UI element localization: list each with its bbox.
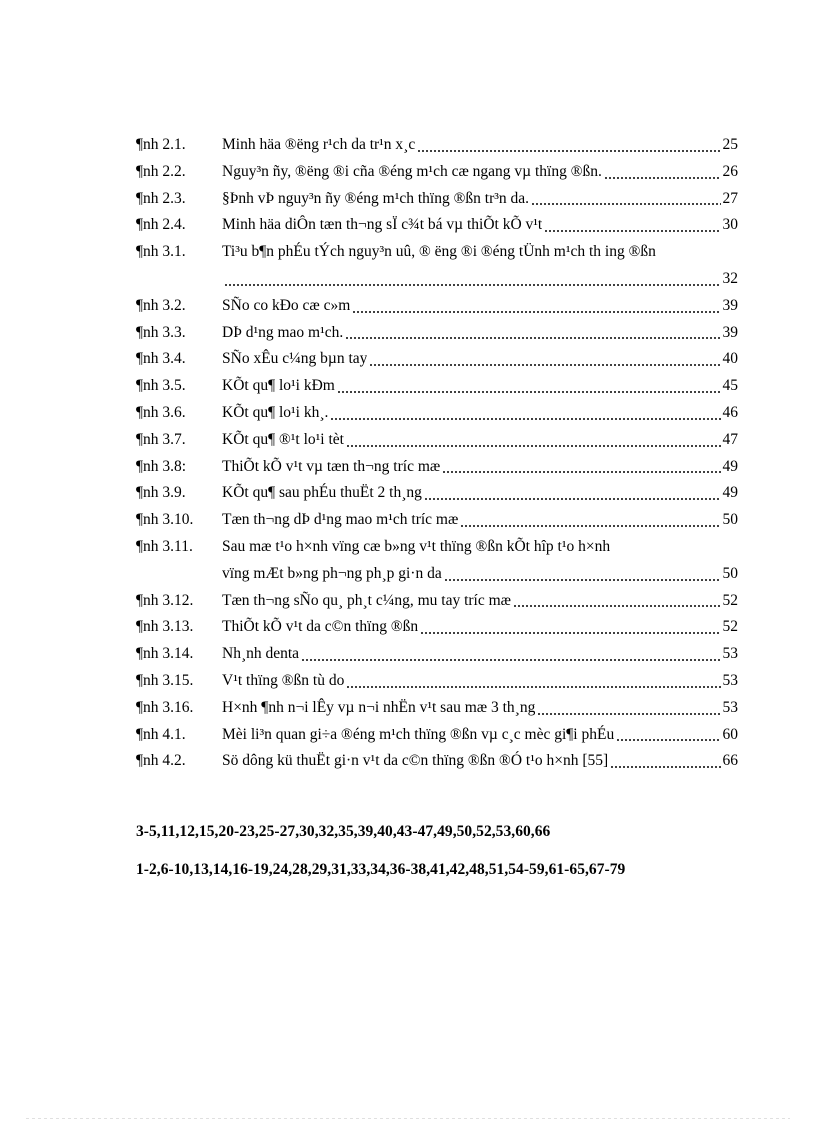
figure-entry-line	[222, 722, 738, 749]
figure-caption: Ti³u b¶n phÉu tÝch nguy³n uû, ® ëng ®i ®éng tÜnh m¹ch th ing ®ßn	[222, 243, 656, 261]
figure-list-entry	[136, 239, 738, 293]
figure-entry-body	[222, 614, 738, 641]
figure-list-entry	[136, 614, 738, 641]
figure-list-entry	[136, 588, 738, 615]
figure-list-entry	[136, 212, 738, 239]
figure-entry-body	[222, 748, 738, 775]
figure-entry-line	[222, 132, 738, 159]
figure-label: ¶nh 3.1.	[136, 243, 186, 261]
page-number: 50	[722, 564, 738, 582]
figure-entry-body	[222, 427, 738, 454]
figure-label: ¶nh 3.11.	[136, 537, 193, 555]
page-number: 60	[722, 725, 738, 743]
figure-caption: §Þnh vÞ nguy³n ñy ®éng m¹ch thïng ®ßn tr³n da.	[222, 189, 530, 207]
figure-list-entry	[136, 454, 738, 481]
figure-entry-line	[222, 266, 738, 293]
page-number: 52	[722, 591, 738, 609]
figure-label: ¶nh 3.8:	[136, 457, 187, 475]
figure-entry-line	[222, 320, 738, 347]
figure-entry-line	[222, 695, 738, 722]
page-number: 53	[722, 698, 738, 716]
figure-entry-body	[222, 186, 738, 213]
page-number: 40	[722, 350, 738, 368]
figure-label: ¶nh 3.14.	[136, 645, 194, 663]
figure-entry-line	[222, 641, 738, 668]
dot-leader	[537, 713, 720, 715]
figure-entry-line	[222, 534, 738, 561]
figure-label: ¶nh 3.6.	[136, 403, 186, 421]
figure-caption: Sö dông kü thuËt gi·n v¹t da c©n thïng ®ßn ®Ó t¹o h×nh [55]	[222, 752, 609, 770]
figure-entry-line	[222, 588, 738, 615]
figure-list-entry	[136, 641, 738, 668]
figure-list-entry	[136, 427, 738, 454]
page-number: 53	[722, 645, 738, 663]
dot-leader	[616, 739, 720, 741]
figure-entry-line	[222, 212, 738, 239]
page-number: 39	[722, 296, 738, 314]
figure-list-entry	[136, 748, 738, 775]
figure-entry-line	[222, 454, 738, 481]
page-number: 49	[722, 484, 738, 502]
dot-leader	[345, 337, 720, 339]
figure-label: ¶nh 3.7.	[136, 430, 186, 448]
page-bottom-divider	[26, 1118, 790, 1119]
figure-entry-body	[222, 641, 738, 668]
figure-list-entry	[136, 722, 738, 749]
figure-list-entry	[136, 695, 738, 722]
dot-leader	[460, 525, 720, 527]
dot-leader	[337, 391, 721, 393]
figure-label: ¶nh 3.3.	[136, 323, 186, 341]
figure-entry-body	[222, 400, 738, 427]
figure-entry-line	[222, 561, 738, 588]
figure-entry-line	[222, 507, 738, 534]
figure-label: ¶nh 3.10.	[136, 511, 194, 529]
dot-leader	[330, 418, 720, 420]
figure-label: ¶nh 4.1.	[136, 725, 186, 743]
figure-caption: ThiÕt kÕ v¹t vµ tæn th¬ng tríc mæ	[222, 457, 441, 475]
page-list-plain: 1-2,6-10,13,14,16-19,24,28,29,31,33,34,36-38,41,42,48,51,54-59,61-65,67-79	[136, 861, 626, 878]
dot-leader	[442, 471, 720, 473]
page-number: 25	[722, 136, 738, 153]
figure-label: ¶nh 3.9.	[136, 484, 186, 502]
page-number: 45	[722, 377, 738, 395]
figure-label: ¶nh 2.3.	[136, 189, 186, 207]
page-number: 53	[722, 671, 738, 689]
figure-label: ¶nh 3.5.	[136, 377, 186, 395]
figure-entry-body	[222, 507, 738, 534]
dot-leader	[420, 632, 720, 634]
figure-entry-line	[222, 239, 738, 266]
figure-caption: Tæn th¬ng sÑo qu¸ ph¸t c¼ng, mu tay tríc mæ	[222, 591, 512, 609]
figure-label: ¶nh 2.4.	[136, 216, 186, 234]
figure-caption: Mèi li³n quan gi÷a ®éng m¹ch thïng ®ßn vµ c¸c mèc gi¶i phÉu	[222, 725, 615, 743]
page-number-lists	[136, 822, 746, 898]
dot-leader	[610, 766, 720, 768]
dot-leader	[531, 203, 720, 205]
page-number: 30	[722, 216, 738, 234]
dot-leader	[424, 498, 721, 500]
dot-leader	[346, 445, 721, 447]
figure-caption: KÕt qu¶ ®¹t lo¹i tèt	[222, 430, 344, 448]
figure-label: ¶nh 3.12.	[136, 591, 194, 609]
figure-caption: Minh häa diÔn tæn th¬ng sÏ c¾t bá vµ thiÕt kÕ v¹t	[222, 216, 543, 234]
figure-list-entry	[136, 346, 738, 373]
page-number: 46	[722, 403, 738, 421]
page-number: 32	[722, 269, 738, 287]
figure-entry-body	[222, 588, 738, 615]
figure-entry-body	[222, 293, 738, 320]
figure-entry-body	[222, 239, 738, 293]
figure-list-entry	[136, 186, 738, 213]
figure-entry-line	[222, 186, 738, 213]
page-list-colored: 3-5,11,12,15,20-23,25-27,30,32,35,39,40,43-47,49,50,52,53,60,66	[136, 823, 551, 840]
figure-label: ¶nh 3.15.	[136, 671, 194, 689]
figure-list-entry	[136, 159, 738, 186]
figure-entry-body	[222, 668, 738, 695]
page-number: 27	[722, 189, 738, 207]
figure-caption: Sau mæ t¹o h×nh vïng cæ b»ng v¹t thïng ®ßn kÕt hîp t¹o h×nh	[222, 537, 611, 555]
figure-entry-line	[222, 748, 738, 775]
dot-leader	[352, 311, 720, 313]
figure-label: ¶nh 3.4.	[136, 350, 186, 368]
figure-caption: Nh¸nh denta	[222, 645, 300, 663]
page-number: 50	[722, 511, 738, 529]
figure-list-entry	[136, 480, 738, 507]
figure-entry-body	[222, 159, 738, 186]
figure-caption: DÞ d¹ng mao m¹ch.	[222, 323, 344, 341]
figure-entry-line	[222, 293, 738, 320]
figure-entry-line	[222, 400, 738, 427]
figure-entry-body	[222, 722, 738, 749]
figure-entry-line	[222, 614, 738, 641]
figure-caption: Tæn th¬ng dÞ d¹ng mao m¹ch tríc mæ	[222, 511, 459, 529]
figure-caption: H×nh ¶nh n¬i lÊy vµ n¬i nhËn v¹t sau mæ 3 th¸ng	[222, 698, 536, 716]
dot-leader	[544, 230, 720, 232]
page-number: 52	[722, 618, 738, 636]
figure-list-entry	[136, 507, 738, 534]
page-number: 47	[722, 430, 738, 448]
figure-entry-body	[222, 132, 738, 159]
figure-entry-line	[222, 373, 738, 400]
dot-leader	[604, 177, 721, 179]
figure-caption: vïng mÆt b»ng ph¬ng ph¸p gi·n da	[222, 564, 442, 582]
figure-caption: SÑo co kÐo cæ c»m	[222, 296, 351, 314]
figure-list-entry	[136, 132, 738, 159]
figure-caption: KÕt qu¶ lo¹i kÐm	[222, 377, 335, 395]
dot-leader	[369, 364, 720, 366]
dot-leader	[444, 579, 721, 581]
figure-caption: ThiÕt kÕ v¹t da c©n thïng ®ßn	[222, 618, 419, 636]
figure-label: ¶nh 3.2.	[136, 296, 186, 314]
page-number: 66	[722, 752, 738, 770]
figure-entry-body	[222, 320, 738, 347]
dot-leader	[513, 605, 720, 607]
figure-label: ¶nh 2.1.	[136, 136, 186, 153]
figure-entry-body	[222, 695, 738, 722]
figure-entry-body	[222, 480, 738, 507]
figure-entry-body	[222, 454, 738, 481]
figure-entry-body	[222, 212, 738, 239]
figure-entry-line	[222, 480, 738, 507]
figure-list-entry	[136, 293, 738, 320]
figure-entry-line	[222, 668, 738, 695]
figure-list-entry	[136, 400, 738, 427]
figure-list-entry	[136, 534, 738, 588]
dot-leader	[301, 659, 720, 661]
dot-leader	[224, 284, 721, 286]
figure-caption: SÑo xÊu c¼ng bµn tay	[222, 350, 368, 368]
figure-caption: KÕt qu¶ sau phÉu thuËt 2 th¸ng	[222, 484, 422, 502]
page-number: 26	[722, 162, 738, 180]
figure-label: ¶nh 3.13.	[136, 618, 194, 636]
dot-leader	[417, 150, 720, 152]
figure-entry-body	[222, 373, 738, 400]
figure-entry-body	[222, 346, 738, 373]
figure-entry-line	[222, 159, 738, 186]
figure-caption: KÕt qu¶ lo¹i kh¸.	[222, 403, 329, 421]
figure-entry-line	[222, 346, 738, 373]
figure-entry-line	[222, 427, 738, 454]
dot-leader	[346, 686, 720, 688]
figure-caption: Nguy³n ñy, ®ëng ®i cña ®éng m¹ch cæ ngang vµ thïng ®ßn.	[222, 162, 602, 180]
figure-label: ¶nh 3.16.	[136, 698, 194, 716]
figure-list-entry	[136, 320, 738, 347]
figure-caption: Minh häa ®ëng r¹ch da tr¹n x¸c	[222, 136, 416, 153]
figure-caption: V¹t thïng ®ßn tù do	[222, 671, 345, 689]
page-number: 39	[722, 323, 738, 341]
figure-label: ¶nh 2.2.	[136, 162, 186, 180]
figure-list-entry	[136, 668, 738, 695]
figure-label: ¶nh 4.2.	[136, 752, 186, 770]
figure-list-entry	[136, 373, 738, 400]
page-number: 49	[722, 457, 738, 475]
figure-entry-body	[222, 534, 738, 588]
figure-list	[136, 132, 738, 775]
